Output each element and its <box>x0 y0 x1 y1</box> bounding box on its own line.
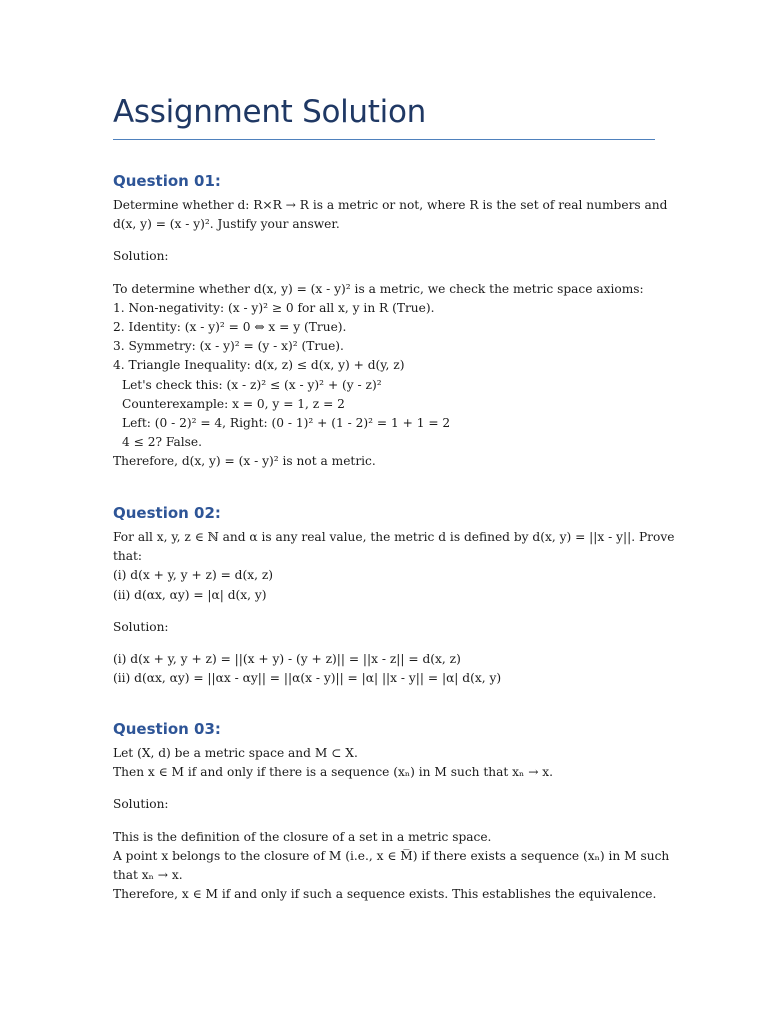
solution-label: Solution: <box>113 619 169 634</box>
solution-line: Let's check this: (x - z)² ≤ (x - y)² + (y - z)² <box>122 377 382 392</box>
question-heading: Question 03: <box>113 720 221 738</box>
question-02-section <box>113 500 675 688</box>
solution-body <box>113 828 668 905</box>
question-heading: Question 01: <box>113 172 221 190</box>
prompt-line: Then x ∈ M if and only if there is a sequence (xₙ) in M such that xₙ → x. <box>113 765 554 780</box>
solution-body <box>113 650 668 688</box>
solution-line: A point x belongs to the closure of M (i.e., x ∈ M̅) if there exists a sequence (xₙ) in M such <box>113 848 670 863</box>
solution-line: Counterexample: x = 0, y = 1, z = 2 <box>122 396 345 411</box>
question-01-section <box>113 168 668 472</box>
solution-line: 2. Identity: (x - y)² = 0 ⇔ x = y (True). <box>113 320 347 335</box>
prompt-line: Let (X, d) be a metric space and M ⊂ X. <box>113 746 358 760</box>
solution-line: 4. Triangle Inequality: d(x, z) ≤ d(x, y) + d(y, z) <box>113 358 405 373</box>
question-prompt <box>113 744 668 782</box>
prompt-line: that: <box>113 549 143 564</box>
solution-label: Solution: <box>113 797 169 812</box>
prompt-line: (i) d(x + y, y + z) = d(x, z) <box>113 568 274 583</box>
question-prompt <box>113 196 668 234</box>
solution-line: (i) d(x + y, y + z) = ||(x + y) - (y + z)|| = ||x - z|| = d(x, z) <box>113 652 461 667</box>
prompt-line: For all x, y, z ∈ ℕ and α is any real value, the metric d is defined by d(x, y) = ||x - y||. Prove <box>113 530 675 544</box>
solution-line: 3. Symmetry: (x - y)² = (y - x)² (True). <box>113 339 344 354</box>
solution-label: Solution: <box>113 249 169 264</box>
solution-line: (ii) d(αx, αy) = ||αx - αy|| = ||α(x - y)|| = |α| ||x - y|| = |α| d(x, y) <box>113 671 502 686</box>
question-prompt <box>113 528 675 605</box>
prompt-line: d(x, y) = (x - y)². Justify your answer. <box>113 217 340 232</box>
prompt-line: (ii) d(αx, αy) = |α| d(x, y) <box>113 587 267 602</box>
question-heading: Question 02: <box>113 504 221 522</box>
title-underline <box>113 139 655 140</box>
solution-line: Therefore, d(x, y) = (x - y)² is not a metric. <box>113 454 376 469</box>
solution-body <box>113 280 668 472</box>
solution-line: that xₙ → x. <box>113 868 183 883</box>
solution-line: 4 ≤ 2? False. <box>122 435 203 450</box>
solution-line: 1. Non-negativity: (x - y)² ≥ 0 for all x, y in R (True). <box>113 300 435 315</box>
prompt-line: Determine whether d: R×R → R is a metric or not, where R is the set of real numbers and <box>113 198 668 212</box>
solution-line: To determine whether d(x, y) = (x - y)² is a metric, we check the metric space axioms: <box>113 281 644 296</box>
solution-line: Left: (0 - 2)² = 4, Right: (0 - 1)² + (1 - 2)² = 1 + 1 = 2 <box>122 416 451 431</box>
solution-line: Therefore, x ∈ M if and only if such a sequence exists. This establishes the equivalence. <box>113 887 657 902</box>
question-03-section <box>113 716 668 904</box>
solution-line: This is the definition of the closure of a set in a metric space. <box>113 829 492 844</box>
page-title: Assignment Solution <box>113 94 426 130</box>
